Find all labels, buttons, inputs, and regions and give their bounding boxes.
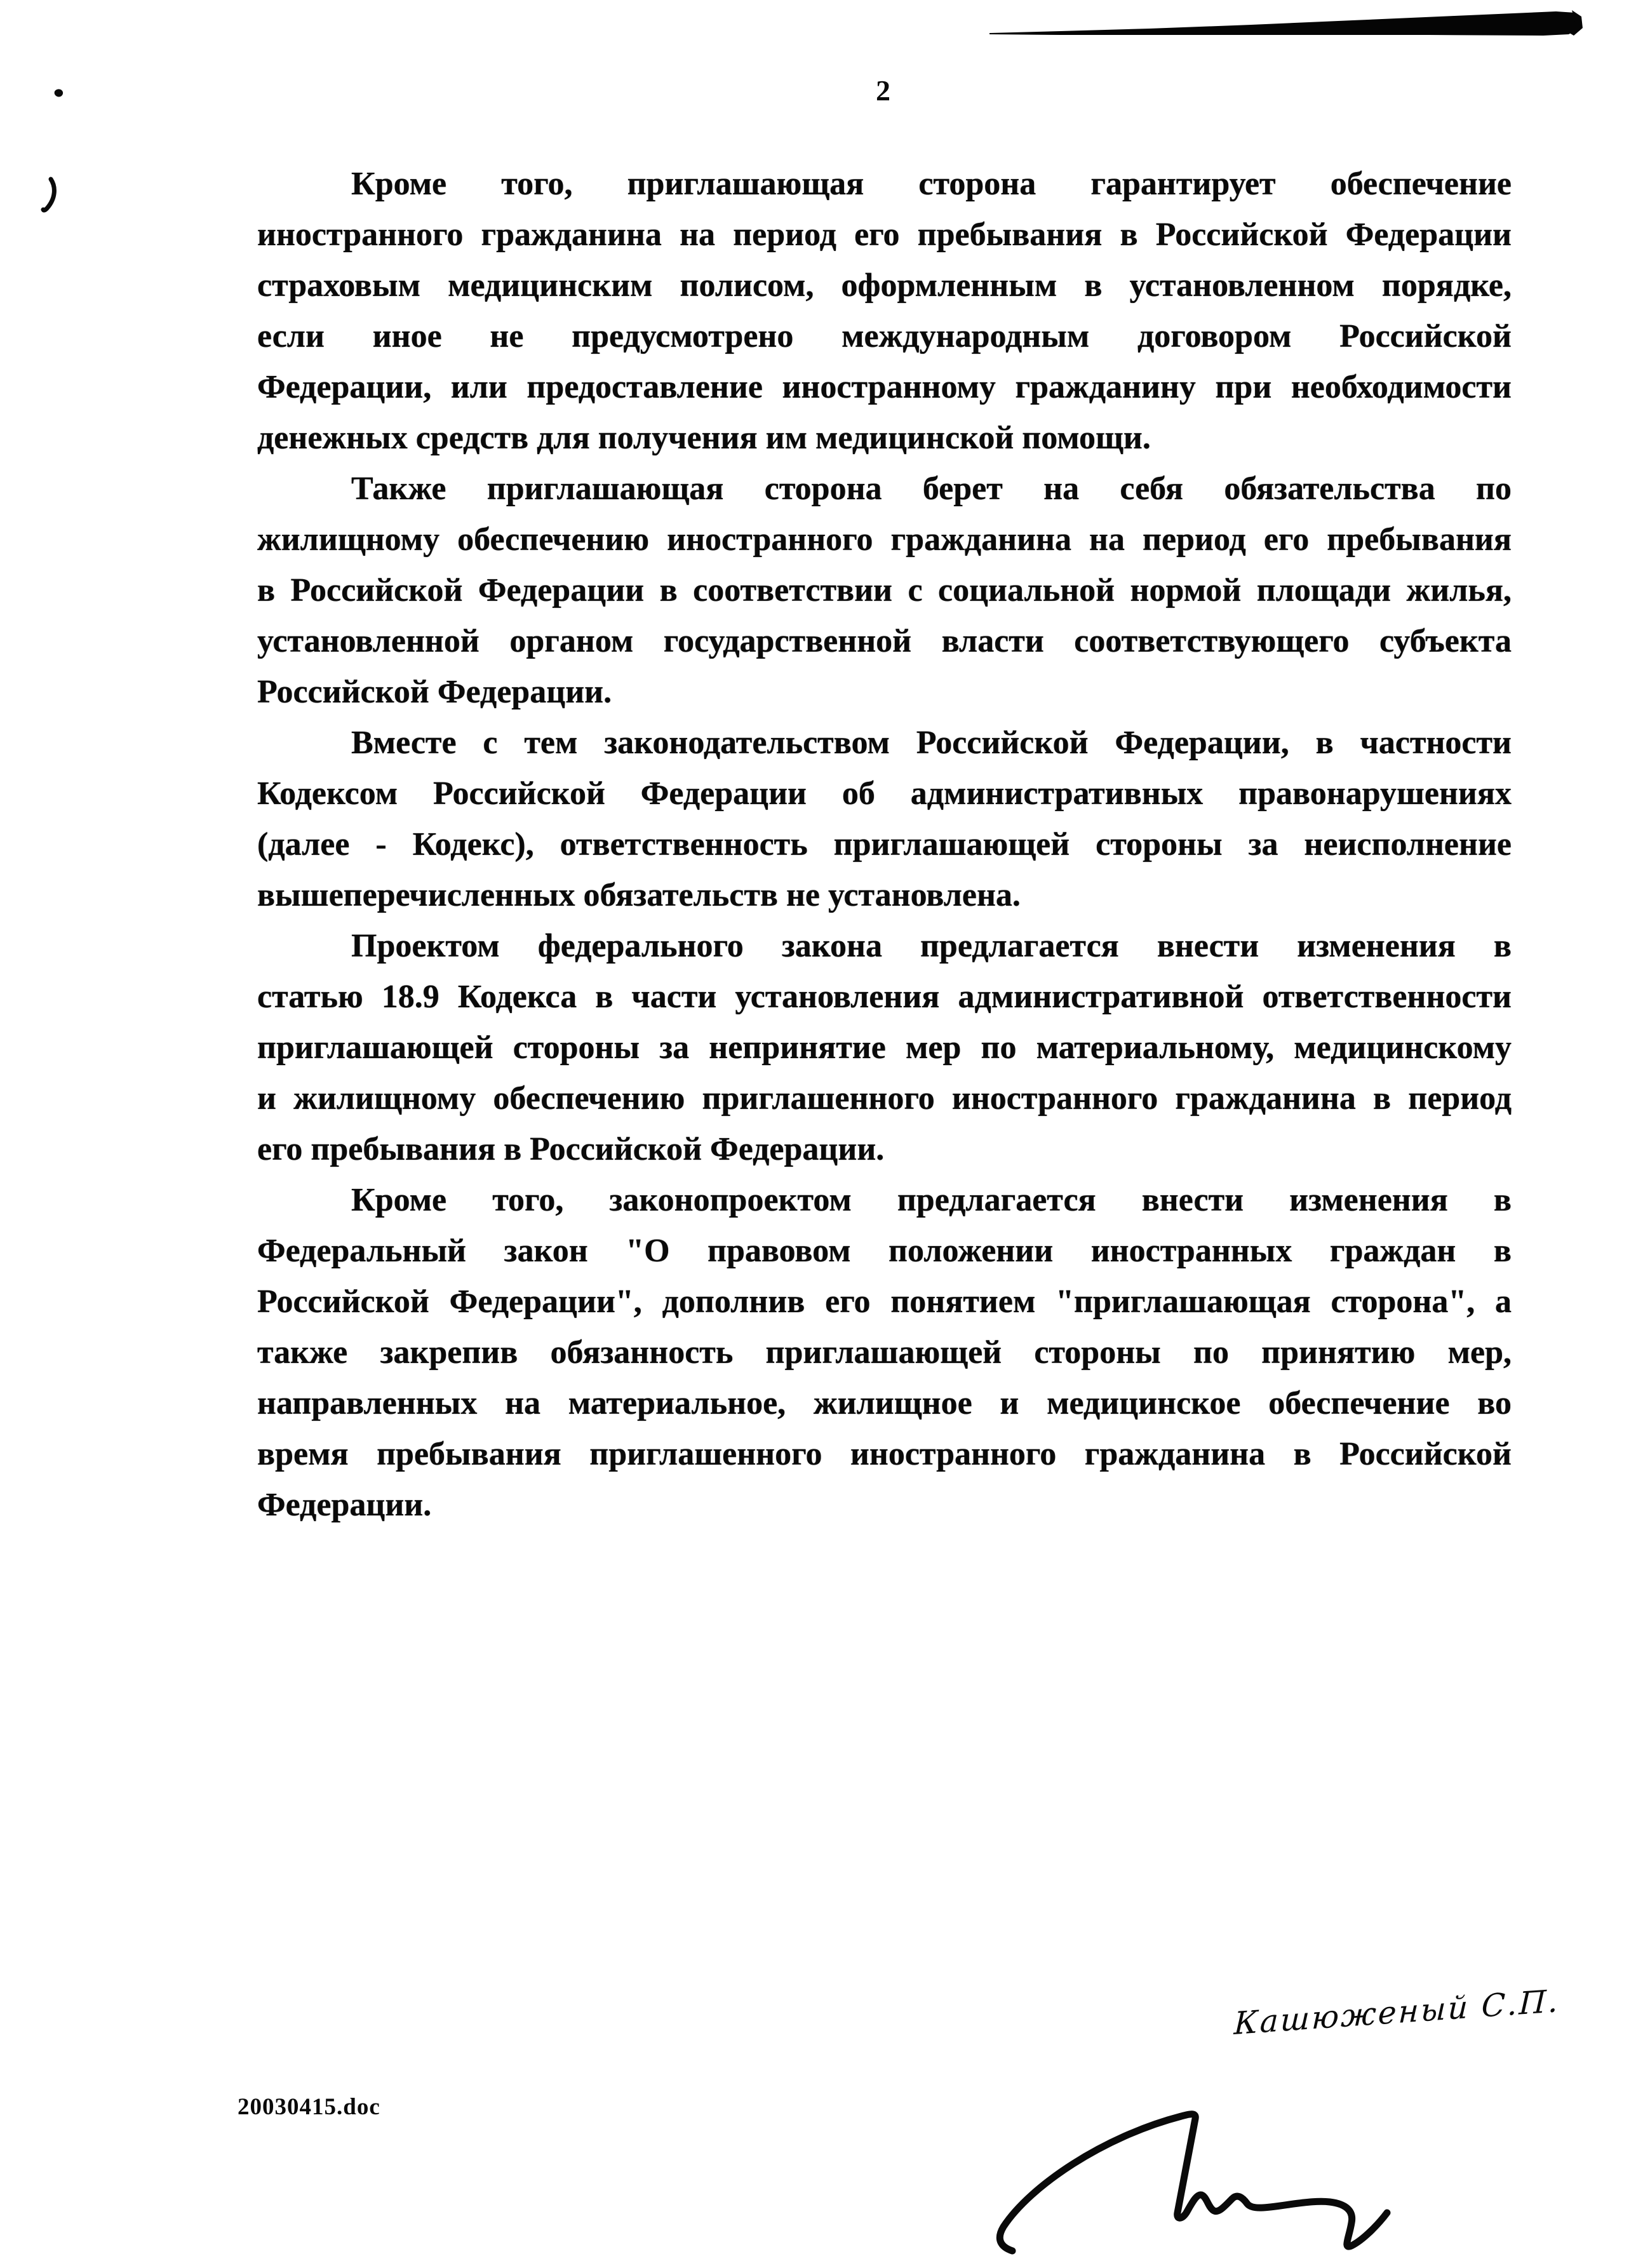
text-line: иностранного гражданина на период его пребывания в Российской Федерации [257, 217, 1512, 253]
text-line: денежных средств для получения им медицинской помощи. [257, 420, 1151, 456]
text-line: Федерации, или предоставление иностранному гражданину при необходимости [257, 369, 1512, 405]
paragraph [257, 159, 1512, 464]
ink-dot-mark [52, 88, 66, 102]
ink-curve-mark [41, 177, 58, 213]
text-line: установленной органом государственной власти соответствующего субъекта [257, 623, 1512, 659]
document-text [257, 159, 1512, 1531]
paragraph [257, 921, 1512, 1175]
text-line: направленных на материальное, жилищное и медицинское обеспечение во [257, 1385, 1512, 1421]
text-line: если иное не предусмотрено международным договором Российской [257, 318, 1512, 354]
text-line: в Российской Федерации в соответствии с социальной нормой площади жилья, [257, 572, 1512, 608]
page-number: 2 [876, 74, 891, 107]
footer-filename: 20030415.doc [238, 2094, 380, 2120]
text-line: Также приглашающая сторона берет на себя обязательства по [351, 471, 1512, 507]
text-line: Российской Федерации. [257, 674, 612, 710]
text-line: жилищному обеспечению иностранного гражданина на период его пребывания [257, 521, 1512, 558]
signature-name: Кашюженый С.П. [1233, 1982, 1560, 2042]
text-line: (далее - Кодекс), ответственность приглашающей стороны за неисполнение [257, 826, 1512, 862]
text-line: Федеральный закон "О правовом положении иностранных граждан в [257, 1233, 1512, 1269]
text-line: и жилищному обеспечению приглашенного иностранного гражданина в период [257, 1080, 1512, 1117]
text-line: статью 18.9 Кодекса в части установления административной ответственности [257, 979, 1512, 1015]
paragraph [257, 718, 1512, 921]
paragraph [257, 464, 1512, 718]
paragraph [257, 1175, 1512, 1531]
text-line: Российской Федерации", дополнив его понятием "приглашающая сторона", а [257, 1284, 1512, 1320]
text-line: Вместе с тем законодательством Российской Федерации, в частности [351, 725, 1512, 761]
text-line: вышеперечисленных обязательств не установлена. [257, 877, 1021, 913]
text-line: Кроме того, законопроектом предлагается внести изменения в [351, 1182, 1512, 1218]
text-line: Кроме того, приглашающая сторона гарантирует обеспечение [351, 166, 1512, 202]
signature-stroke [986, 2091, 1405, 2264]
text-line: Федерации. [257, 1487, 432, 1523]
text-line: время пребывания приглашенного иностранного гражданина в Российской [257, 1436, 1512, 1472]
text-line: Проектом федерального закона предлагается внести изменения в [351, 928, 1512, 964]
text-line: его пребывания в Российской Федерации. [257, 1131, 885, 1167]
text-line: страховым медицинским полисом, оформленным в установленном порядке, [257, 267, 1512, 304]
text-line: Кодексом Российской Федерации об административных правонарушениях [257, 775, 1512, 812]
text-line: приглашающей стороны за непринятие мер по материальному, медицинскому [257, 1030, 1512, 1066]
text-line: также закрепив обязанность приглашающей стороны по принятию мер, [257, 1334, 1512, 1371]
scan-streak-artifact [984, 3, 1585, 42]
